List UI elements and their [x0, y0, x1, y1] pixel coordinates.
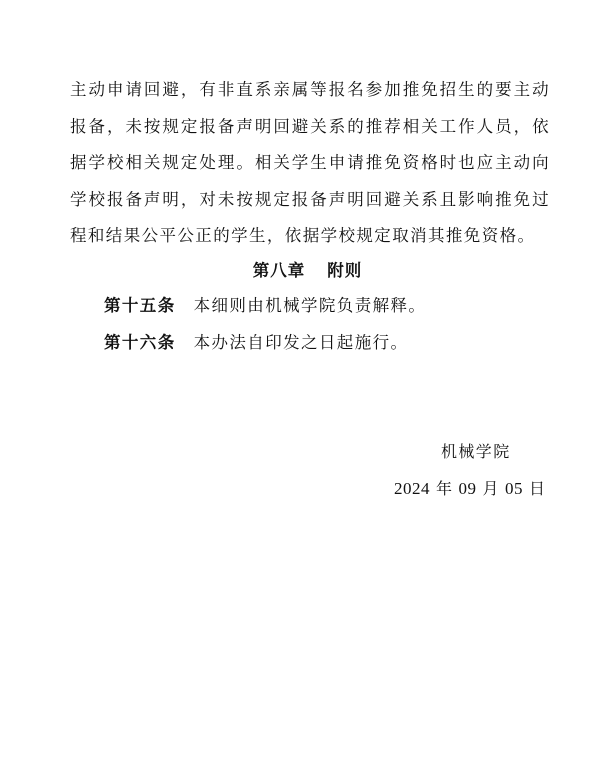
date-year-char: 年 — [436, 479, 453, 498]
signature-date — [394, 472, 552, 506]
signature-organization: 机械学院 — [441, 442, 511, 461]
chapter-number: 第八章 — [252, 261, 306, 280]
article-16 — [104, 326, 408, 360]
article-text: 本办法自印发之日起施行。 — [193, 333, 409, 352]
date-year: 2024 — [394, 479, 430, 498]
article-number: 第十五条 — [104, 296, 176, 315]
date-month-char: 月 — [482, 479, 500, 498]
chapter-heading — [0, 254, 615, 288]
article-text: 本细则由机械学院负责解释。 — [193, 296, 427, 315]
article-15 — [104, 289, 426, 323]
body-paragraph: 主动申请回避，有非直系亲属等报名参加推免招生的要主动报备，未按规定报备声明回避关系的推荐相关工作人员，依据学校相关规定处理。相关学生申请推免资格时也应主动向学校报备声明，对未按规定报备声明回避关系且影响推免过程和结果公平公正的学生，依据学校规定取消其推免资格。 — [70, 80, 550, 246]
date-day-char: 日 — [529, 479, 546, 498]
date-day: 05 — [505, 479, 524, 498]
chapter-title: 附则 — [327, 261, 363, 280]
date-month: 09 — [458, 479, 477, 498]
article-number: 第十六条 — [104, 333, 176, 352]
